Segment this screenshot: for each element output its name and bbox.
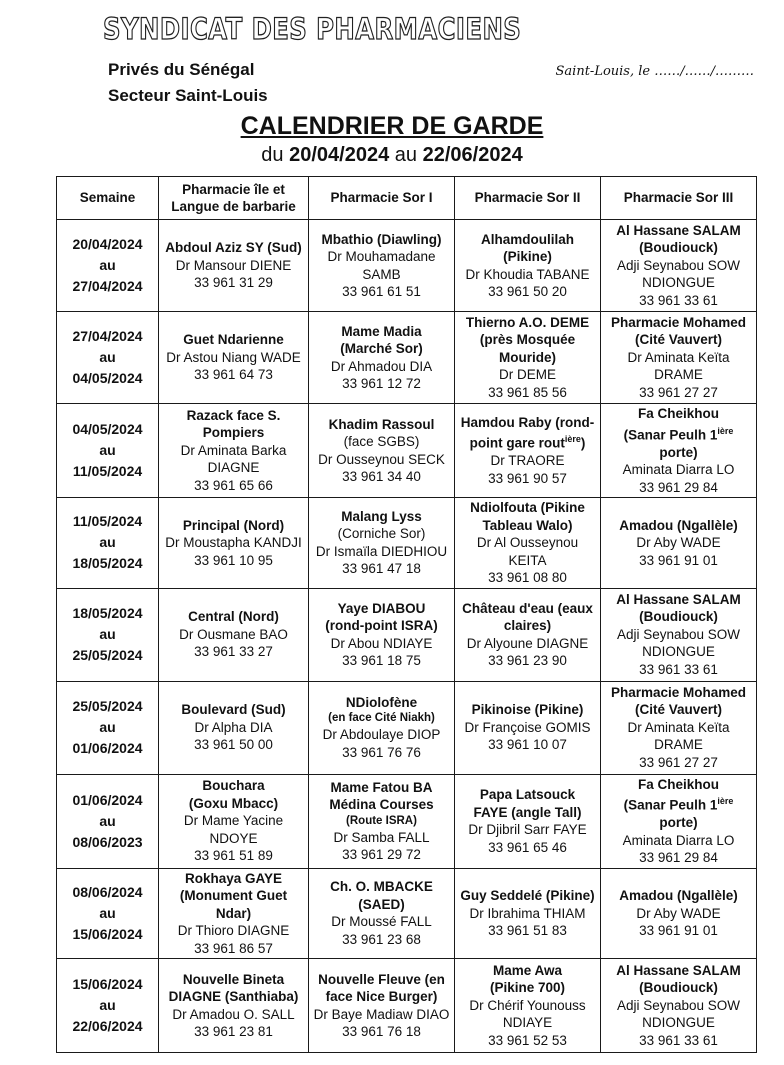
phone-number: 33 961 23 68 [342,931,421,947]
week-line: au [99,997,116,1013]
pharmacy-name: point gare rout$^{ière}$) [469,434,586,451]
pharmacy-name: Château d'eau (eaux [462,600,593,616]
pharmacy-cell [455,588,601,681]
week-cell [57,868,159,959]
phone-number: 33 961 23 81 [194,1024,273,1039]
pharmacist-name: Dr Moustapha KANDJI [165,535,302,550]
week-line: au [99,349,116,365]
pharmacist-name: Dr TRAORE [490,453,565,469]
pharmacist-name: Adji Seynabou SOW [616,257,741,273]
pharmacy-cell [601,681,757,774]
period-end: 22/06/2024 [422,144,523,166]
place-date-field: Saint-Louis, le ……/……/……… [555,64,754,79]
phone-number: 33 961 85 56 [488,384,567,400]
pharmacy-name: Pompiers [202,425,265,441]
pharmacy-cell [455,868,601,959]
pharmacy-name: (Boudiouck) [639,240,718,256]
pharmacy-name: (près Mosquée [479,332,576,348]
week-line: au [99,257,116,273]
pharmacist-name: DIAGNE [207,460,260,476]
pharmacy-name: Ch. O. MBACKE [330,879,433,895]
pharmacy-name: Mame Fatou BA [330,779,433,795]
duty-calendar-table [56,176,757,1053]
pharmacy-cell [309,959,455,1053]
pharmacy-name: Nouvelle Fleuve (en [318,971,445,987]
pharmacist-name: NDIONGUE [642,275,715,291]
pharmacy-name: (Boudiouck) [639,609,718,625]
phone-number: 33 961 91 01 [639,552,718,568]
pharmacy-cell [601,959,757,1053]
pharmacy-name: (Cité Vauvert) [634,702,723,718]
pharmacy-name: (Pikine 700) [489,980,566,996]
phone-number: 33 961 27 27 [639,754,718,770]
pharmacy-name: face Nice Burger) [325,989,438,1004]
pharmacy-name: Mbathio (Diawling) [321,231,442,247]
week-line: 25/05/2024 [72,647,143,663]
pharmacy-name: (Pikine) [503,249,552,264]
pharmacy-cell [159,498,309,589]
pharmacy-location-small: (Route ISRA) [346,814,417,827]
org-subtitle: Privés du Sénégal [108,60,255,79]
column-header-line: Pharmacie île et [182,181,285,197]
week-line: 18/05/2024 [72,555,143,572]
table-body [57,220,757,1053]
pharmacist-name: Dr Mansour DIENE [175,257,292,273]
pharmacy-cell [309,312,455,404]
week-line: 04/05/2024 [72,370,143,386]
pharmacy-name: Alhamdoulilah [480,231,574,247]
pharmacist-name: Dr Françoise GOMIS [464,719,591,735]
pharmacy-name: Thierno A.O. DEME [465,314,590,330]
phone-number: 33 961 10 07 [488,737,567,753]
phone-number: 33 961 18 75 [342,653,421,668]
pharmacist-name: NDIONGUE [642,644,715,660]
pharmacy-name: Razack face S. [186,407,281,423]
pharmacist-name: Dr Astou Niang WADE [166,349,301,365]
pharmacy-name: FAYE (angle Tall) [473,804,582,820]
pharmacist-name: Dr Al Ousseynou [476,535,579,550]
week-cell [57,774,159,868]
pharmacy-name: (Boudiouck) [639,980,718,996]
pharmacy-name: (SAED) [358,896,405,912]
pharmacist-name: Dr Ibrahima THIAM [469,905,586,921]
pharmacy-name: Bouchara [202,778,265,794]
pharmacy-name: Ndiolfouta (Pikine [470,500,585,515]
pharmacy-name: Abdoul Aziz SY (Sud) [165,240,302,256]
pharmacy-name: (Marché Sor) [340,341,423,356]
week-line: 04/05/2024 [72,421,143,437]
column-header [601,177,757,220]
phone-number: 33 961 27 27 [639,384,718,400]
pharmacy-name: Yaye DIABOU [337,600,426,616]
pharmacy-name: Guet Ndarienne [183,332,284,348]
week-line: 22/06/2024 [72,1018,143,1034]
pharmacist-name: Dr Thioro DIAGNE [177,923,290,938]
pharmacy-cell [601,774,757,868]
pharmacist-name: Dr Abou NDIAYE [330,635,433,651]
pharmacist-name: Dr Baye Madiaw DIAO [313,1006,450,1022]
pharmacy-cell [455,959,601,1053]
pharmacy-cell [309,588,455,681]
pharmacy-name: Principal (Nord) [182,517,285,533]
pharmacist-name: Dr Aby WADE [636,535,721,550]
week-cell [57,498,159,589]
week-cell [57,404,159,498]
pharmacy-name: Boulevard (Sud) [181,702,286,718]
week-cell [57,312,159,404]
week-line: 27/04/2024 [72,328,143,344]
pharmacy-cell [455,681,601,774]
phone-number: 33 961 29 84 [639,850,718,865]
pharmacist-name: KEITA [508,552,547,568]
week-line: au [99,534,116,551]
week-line: 25/05/2024 [72,698,143,714]
pharmacy-name: Amadou (Ngallèle) [619,517,738,533]
table-header-row [57,177,757,220]
column-header [309,177,455,220]
pharmacist-name: Dr Abdoulaye DIOP [322,727,441,743]
phone-number: 33 961 50 20 [488,284,567,299]
week-line: au [99,626,116,642]
pharmacist-name: Aminata Diarra LO [622,832,735,848]
superscript-suffix: ière [717,796,734,806]
table-row [57,588,757,681]
period-prefix: du [261,144,284,166]
pharmacy-cell [601,312,757,404]
phone-number: 33 961 52 53 [488,1032,567,1048]
column-header-line: Pharmacie Sor I [330,190,433,206]
table-row [57,312,757,404]
org-sector: Secteur Saint-Louis [108,86,268,105]
phone-number: 33 961 33 61 [639,292,718,308]
week-cell [57,220,159,312]
pharmacy-name: Amadou (Ngallèle) [619,888,738,903]
pharmacist-name: Dr Ismaïla DIEDHIOU [315,543,448,559]
pharmacy-cell [159,312,309,404]
pharmacy-cell [159,681,309,774]
pharmacy-name: Mouride) [499,349,556,365]
table-row [57,868,757,959]
pharmacist-name: Dr Aminata Keïta [627,719,730,735]
pharmacy-location-small: (en face Cité Niakh) [328,712,435,725]
phone-number: 33 961 33 61 [639,1032,718,1048]
pharmacy-name: Médina Courses [329,797,434,812]
phone-number: 33 961 65 66 [194,477,273,493]
period-start: 20/04/2024 [289,144,390,166]
week-cell [57,959,159,1053]
week-line: 08/06/2023 [72,833,143,850]
pharmacist-name: NDIONGUE [642,1015,715,1031]
pharmacy-name: DIAGNE (Santhiaba) [168,989,299,1004]
pharmacy-name: (Sanar Peulh $1^{ière}$ [623,796,734,813]
phone-number: 33 961 91 01 [639,923,718,938]
phone-number: 33 961 90 57 [488,470,567,486]
phone-number: 33 961 23 90 [488,653,567,668]
pharmacy-name: Pikinoise (Pikine) [471,702,584,718]
column-header [57,177,159,220]
pharmacy-name: Mame Awa [492,962,563,978]
phone-number: 33 961 86 57 [194,940,273,956]
week-line: 08/06/2024 [72,883,143,900]
pharmacy-name: Khadim Rassoul [328,416,435,432]
pharmacy-cell [159,404,309,498]
pharmacist-name: Dr Alyoune DIAGNE [466,635,589,651]
pharmacy-name: Central (Nord) [188,609,279,625]
phone-number: 33 961 10 95 [194,552,273,568]
document-title [0,112,784,141]
pharmacist-name: Dr Samba FALL [333,829,430,845]
phone-number: 33 961 34 40 [342,469,421,484]
week-line: 01/06/2024 [72,791,143,808]
column-header-line: Langue de barbarie [171,199,296,214]
phone-number: 33 961 51 83 [488,923,567,938]
table-row [57,774,757,868]
pharmacy-cell [309,868,455,959]
phone-number: 33 961 76 76 [342,744,421,760]
pharmacist-name: Dr Djibril Sarr FAYE [468,822,587,837]
pharmacist-name: Dr Ahmadou DIA [330,358,433,374]
pharmacy-cell [309,220,455,312]
week-line: 18/05/2024 [72,605,143,621]
document-title-text: CALENDRIER DE GARDE [240,112,544,140]
pharmacy-name: Al Hassane SALAM [616,962,741,978]
pharmacy-cell [309,681,455,774]
pharmacy-cell [455,404,601,498]
pharmacy-cell [601,498,757,589]
pharmacy-name: Fa Cheikhou [637,776,719,792]
pharmacist-name: NDIAYE [502,1015,553,1031]
pharmacy-cell [309,404,455,498]
pharmacist-name: Dr Aminata Keïta [627,349,730,365]
week-line: au [99,812,116,829]
column-header-line: Pharmacie Sor II [474,190,581,206]
pharmacy-name: Nouvelle Bineta [182,971,285,987]
pharmacy-name: (Monument Guet Ndar) [179,888,288,921]
pharmacist-name: SAMB [362,266,401,282]
pharmacist-name: Dr Aby WADE [636,905,721,921]
pharmacy-name: Rokhaya GAYE [184,870,283,886]
pharmacist-name: Dr Aminata Barka [180,442,287,458]
superscript-suffix: ière [564,434,581,445]
column-header [455,177,601,220]
pharmacy-cell [455,312,601,404]
table-row [57,498,757,589]
pharmacy-cell [159,868,309,959]
week-line: 11/05/2024 [72,513,143,530]
pharmacist-name: DRAME [654,737,703,753]
pharmacist-name: Dr Amadou O. SALL [172,1006,295,1022]
pharmacy-name: Mame Madia [341,323,422,339]
week-line: 15/06/2024 [72,976,143,992]
pharmacy-name: Al Hassane SALAM [616,591,741,607]
column-header-line: Pharmacie Sor III [623,190,734,206]
org-name-logo-text: SYNDICAT DES PHARMACIENS [103,12,522,46]
pharmacy-name: (rond-point ISRA) [325,618,438,633]
week-cell [57,588,159,681]
pharmacy-name: (Cité Vauvert) [634,332,723,348]
phone-number: 33 961 65 46 [488,839,567,855]
pharmacist-name: Aminata Diarra LO [622,462,735,477]
column-header [159,177,309,220]
pharmacist-name: Dr Khoudia TABANE [465,266,590,282]
period-range [0,144,784,167]
phone-number: 33 961 47 18 [342,561,421,577]
week-line: 20/04/2024 [72,236,143,252]
table-row [57,404,757,498]
pharmacy-name: (Sanar Peulh $1^{ière}$ [623,425,734,442]
phone-number: 33 961 12 72 [342,376,421,391]
pharmacy-name: Papa Latsouck [479,787,576,802]
phone-number: 33 961 31 29 [194,275,273,291]
pharmacy-cell [601,404,757,498]
pharmacist-name: Dr DEME [499,367,556,383]
phone-number: 33 961 76 18 [342,1024,421,1039]
pharmacist-name: Dr Alpha DIA [194,719,273,735]
pharmacy-name: Pharmacie Mohamed [610,314,747,330]
pharmacy-cell [309,774,455,868]
pharmacy-cell [159,959,309,1053]
pharmacist-name: Adji Seynabou SOW [616,626,741,642]
pharmacy-cell [159,220,309,312]
phone-number: 33 961 29 84 [639,479,718,495]
phone-number: 33 961 61 51 [342,284,421,299]
table-row [57,681,757,774]
week-line: 11/05/2024 [72,463,143,479]
pharmacy-cell [159,588,309,681]
phone-number: 33 961 50 00 [194,737,273,753]
phone-number: 33 961 08 80 [488,570,567,585]
pharmacist-name: Dr Mouhamadane [327,249,436,264]
pharmacy-cell [455,774,601,868]
week-line: 15/06/2024 [72,925,143,942]
week-cell [57,681,159,774]
pharmacy-name: Pharmacie Mohamed [610,684,747,700]
table-row [57,220,757,312]
week-line: au [99,904,116,921]
table-row [57,959,757,1053]
pharmacy-name: Tableau Walo) [482,517,573,533]
pharmacy-cell [159,774,309,868]
pharmacy-name: claires) [503,618,552,633]
pharmacy-name: Al Hassane SALAM [616,222,741,238]
week-line: 01/06/2024 [72,740,143,756]
pharmacy-name: Guy Seddelé (Pikine) [460,888,595,903]
pharmacist-name: Dr Mame Yacine NDOYE [183,813,284,846]
week-line: 27/04/2024 [72,278,143,294]
pharmacist-name: Dr Moussé FALL [331,914,432,930]
week-line: au [99,719,116,735]
period-mid: au [394,144,418,166]
pharmacy-location: (face SGBS) [343,434,420,449]
phone-number: 33 961 33 61 [639,661,718,677]
pharmacy-cell [601,588,757,681]
superscript-suffix: ière [717,425,734,436]
pharmacy-name: porte) [659,815,698,830]
pharmacy-location: (Corniche Sor) [337,526,426,542]
pharmacy-cell [601,220,757,312]
pharmacy-cell [455,220,601,312]
pharmacist-name: Adji Seynabou SOW [616,997,741,1013]
pharmacy-name: Fa Cheikhou [637,406,719,421]
phone-number: 33 961 29 72 [342,847,421,862]
pharmacist-name: Dr Ousseynou SECK [318,451,445,467]
pharmacy-name: Malang Lyss [341,508,422,524]
pharmacy-cell [601,868,757,959]
phone-number: 33 961 64 73 [194,367,273,383]
pharmacist-name: DRAME [654,367,703,383]
pharmacy-cell [309,498,455,589]
pharmacist-name: Dr Ousmane BAO [179,626,288,642]
pharmacy-name: porte) [659,444,698,460]
phone-number: 33 961 33 27 [194,644,273,660]
pharmacy-name: Hamdou Raby (rond- [460,414,595,430]
week-line: au [99,442,116,458]
phone-number: 33 961 51 89 [194,848,273,864]
pharmacy-cell [455,498,601,589]
pharmacist-name: Dr Chérif Younouss [469,997,586,1013]
column-header-line: Semaine [79,190,136,206]
pharmacy-name: NDiolofène [345,694,418,710]
pharmacy-name: (Goxu Mbacc) [188,795,279,811]
